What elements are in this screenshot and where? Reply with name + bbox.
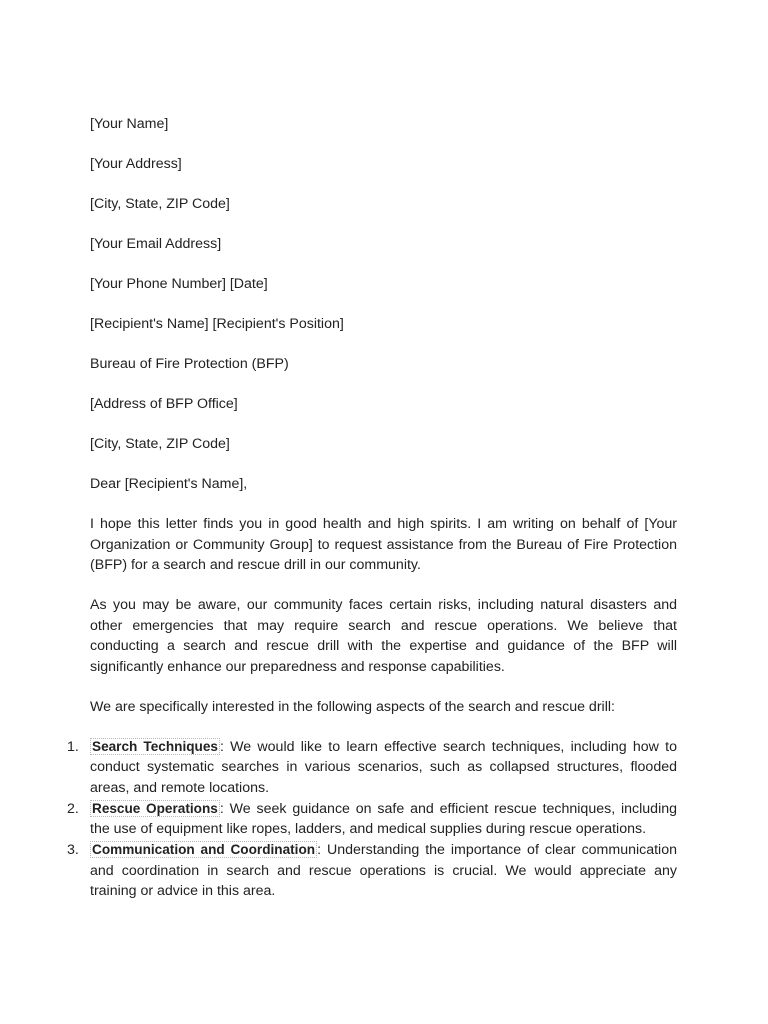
salutation: Dear [Recipient's Name], bbox=[90, 476, 248, 492]
paragraph-intro: I hope this letter finds you in good health and high spirits. I am writing on behalf of [Your Organization or Community Group] to request assistance from the Bureau of Fire Protection (BFP) for a search and rescue drill in our community. bbox=[90, 516, 677, 573]
paragraph-context: As you may be aware, our community faces certain risks, including natural disasters and other emergencies that may require search and rescue operations. We believe that conducting a search and rescue drill with the expertise and guidance of the BFP will significantly enhance our preparedness and response capabilities. bbox=[90, 597, 677, 675]
sender-address: [Your Address] bbox=[90, 156, 182, 172]
sender-email: [Your Email Address] bbox=[90, 236, 222, 252]
list-item-term: Communication and Coordination bbox=[92, 842, 316, 857]
aspects-list bbox=[67, 737, 678, 902]
list-item-text: : We seek guidance on safe and efficient rescue techniques, including the use of equipment like ropes, ladders, and medical supplies during rescue operations. bbox=[90, 800, 678, 837]
list-item bbox=[67, 799, 678, 840]
list-item-number: 1. bbox=[67, 738, 79, 755]
sender-phone-date: [Your Phone Number] [Date] bbox=[90, 276, 268, 292]
list-item bbox=[67, 737, 677, 799]
list-item-number: 3. bbox=[67, 842, 79, 858]
list-item-text: : We would like to learn effective search techniques, including how to conduct systematic searches in various scenarios, such as collapsed structures, flooded areas, and remote locations. bbox=[90, 738, 677, 796]
list-item-term: Search Techniques bbox=[92, 738, 218, 754]
letter-body bbox=[67, 114, 678, 902]
paragraph-list-lead: We are specifically interested in the following aspects of the search and rescue drill: bbox=[90, 698, 615, 715]
list-item-term: Rescue Operations bbox=[92, 800, 218, 816]
list-item-text: : Understanding the importance of clear communication and coordination in search and rescue operations is crucial. We would appreciate any training or advice in this area. bbox=[90, 842, 677, 899]
list-item-number: 2. bbox=[67, 800, 79, 817]
recipient-address: [Address of BFP Office] bbox=[90, 396, 238, 412]
recipient-name-position: [Recipient's Name] [Recipient's Position] bbox=[90, 316, 344, 332]
sender-city: [City, State, ZIP Code] bbox=[90, 196, 230, 212]
recipient-organization: Bureau of Fire Protection (BFP) bbox=[90, 356, 289, 372]
sender-name: [Your Name] bbox=[90, 116, 169, 132]
list-item bbox=[67, 840, 677, 902]
recipient-city: [City, State, ZIP Code] bbox=[90, 436, 230, 452]
